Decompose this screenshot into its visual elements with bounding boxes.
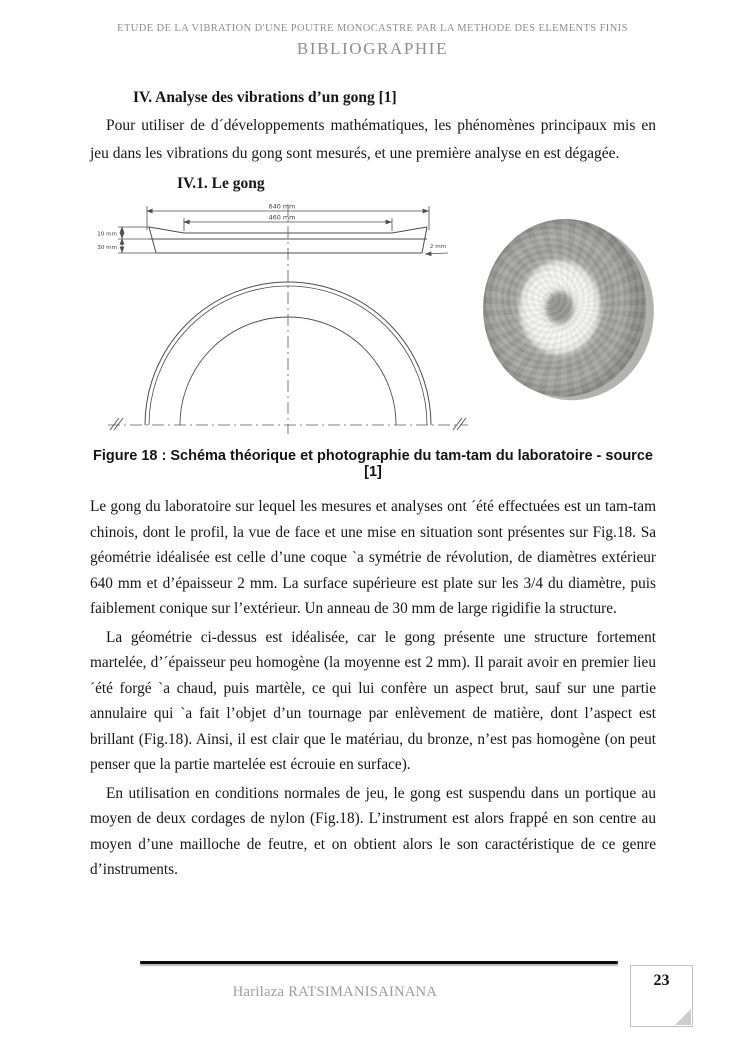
figure-18 (90, 198, 656, 442)
page-corner-fold-icon (675, 1009, 691, 1025)
footer-rule (140, 961, 618, 964)
page-number: 23 (653, 972, 670, 989)
paragraph-geometry: La géométrie ci-dessus est idéalisée, car le gong présente une structure fortement martelée, d’´épaisseur peu homogène (la moyenne est 2 mm). Il parait avoir en premier lieu ´été forgé `a chaud, puis martèle, ce qui lui confère un aspect brut, sauf sur une partie annulaire qui `a fait l’objet d’un tournage par enlèvement de matière, dont l’aspect est brillant (Fig.18). Ainsi, il est clair que le matériau, du bronze, n’est pas homogène (on peut penser que la partie martelée est écrouie en surface). (90, 628, 656, 773)
running-title: ETUDE DE LA VIBRATION D'UNE POUTRE MONOCASTRE PAR LA METHODE DES ELEMENTS FINIS (117, 23, 628, 34)
body-text (90, 86, 656, 883)
dim-label-rim-height: 10 mm (97, 231, 117, 238)
page-header (0, 22, 745, 59)
dim-label-flat-diameter: 460 mm (268, 213, 296, 222)
subsection-heading: IV.1. Le gong (177, 175, 265, 192)
header-section-title: BIBLIOGRAPHIE (296, 39, 449, 58)
footer-author: Harilaza RATSIMANISAINANA (232, 984, 438, 1000)
gong-technical-drawing (92, 198, 477, 442)
intro-paragraph: Pour utiliser de d´développements mathématiques, les phénomènes principaux mis en jeu dans les vibrations du gong sont mesurés, et une première analyse en est dégagée. (90, 117, 656, 162)
section-heading: IV. Analyse des vibrations d’un gong [1] (133, 89, 397, 106)
paragraph-gong-description: Le gong du laboratoire sur lequel les mesures et analyses ont ´été effectuées est un tam-tam chinois, dont le profil, la vue de face et une mise en situation sont présentes sur Fig.18. Sa géométrie idéalisée est celle d’une coque `a symétrie de révolution, de diamètres extérieur 640 mm et d’épaisseur 2 mm. La surface supérieure est plate sur les 3/4 du diamètre, puis faiblement conique sur l’extérieur. Un anneau de 30 mm de large rigidifie la structure. (90, 498, 656, 617)
dim-label-ring-width: 30 mm (97, 245, 117, 251)
dim-label-thickness: 2 mm (429, 244, 447, 250)
gong-photo (478, 215, 657, 404)
paragraph-usage: En utilisation en conditions normales de jeu, le gong est suspendu dans un portique au moyen de deux cordages de nylon (Fig.18). L’instrument est alors frappé en son centre au moyen d’une mailloche de feutre, et on obtient alors le son caractéristique de ce genre d’instruments. (90, 784, 656, 878)
dim-label-outer-diameter: 640 mm (268, 202, 296, 211)
page-number-box (630, 965, 693, 1027)
figure-caption: Figure 18 : Schéma théorique et photographie du tam-tam du laboratoire - source [1] (93, 448, 653, 480)
